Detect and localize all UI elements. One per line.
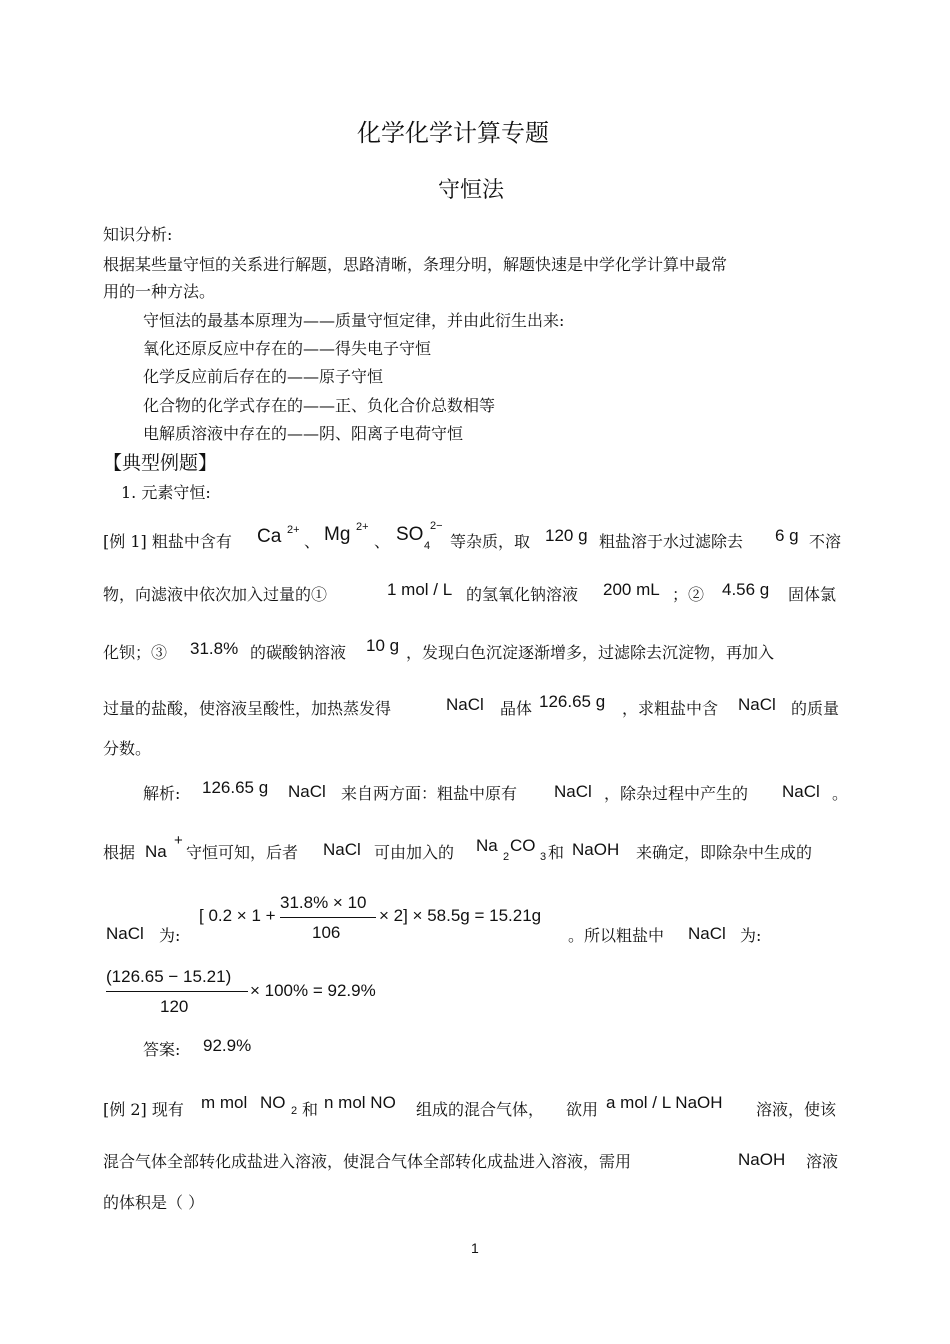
ex1-label: [例 1] 粗盐中含有 xyxy=(103,532,232,551)
ex1-text: 物，向滤液中依次加入过量的① xyxy=(103,585,328,604)
na-ion: Na xyxy=(145,842,167,861)
formula2-fraction-bar xyxy=(106,991,248,992)
ex1-text: ，发现白色沉淀逐渐增多，过滤除去沉淀物，再加入 xyxy=(406,643,775,662)
solution-text: 根据 xyxy=(103,843,136,862)
no2-subscript: 2 xyxy=(291,1105,298,1117)
ex2-text: 欲用 xyxy=(566,1100,599,1119)
section-title: 守恒法 xyxy=(438,178,505,203)
solution-text: 来确定，即除杂中生成的 xyxy=(636,843,813,862)
nacl: NaCl xyxy=(738,695,776,714)
ex2-text: 混合气体全部转化成盐进入溶液，使混合气体全部转化成盐进入溶液，需用 xyxy=(103,1152,632,1171)
answer-label: 答案: xyxy=(143,1040,181,1059)
solution-text: 和 xyxy=(548,843,565,862)
page-number: 1 xyxy=(471,1240,479,1256)
naoh: NaOH xyxy=(738,1150,786,1169)
nacl: NaCl xyxy=(446,695,484,714)
ex1-text: 固体氯 xyxy=(788,585,837,604)
solution-text: 为: xyxy=(159,926,181,945)
ex1-text: 化钡；③ xyxy=(103,643,168,662)
n-mol-no: n mol NO xyxy=(324,1093,396,1112)
separator: 、 xyxy=(304,532,321,551)
formula1-right: × 2] × 58.5g = 15.21g xyxy=(379,906,542,925)
solution-text: 来自两方面：粗盐中原有 xyxy=(341,784,518,803)
mass-6g: 6 g xyxy=(775,526,799,545)
nacl: NaCl xyxy=(288,782,326,801)
solution-text: 可由加入的 xyxy=(374,843,455,862)
intro-item: 电解质溶液中存在的——阴、阳离子电荷守恒 xyxy=(143,424,464,443)
ex1-text: 不溶 xyxy=(809,532,842,551)
percent-318: 31.8% xyxy=(190,639,239,658)
ca-ion: Ca xyxy=(257,526,282,547)
answer-value: 92.9% xyxy=(203,1036,252,1055)
intro-item: 守恒法的最基本原理为——质量守恒定律，并由此衍生出来: xyxy=(143,311,565,330)
mass-456g: 4.56 g xyxy=(722,580,770,599)
m-mol: m mol xyxy=(201,1093,248,1112)
examples-heading: 【典型例题】 xyxy=(103,452,218,474)
mass-12665g: 126.65 g xyxy=(539,692,606,711)
formula1-numerator: 31.8% × 10 xyxy=(280,893,367,912)
solution-text: 为: xyxy=(740,926,762,945)
formula1-fraction-bar xyxy=(280,917,376,918)
ex1-text: 分数。 xyxy=(103,739,152,758)
solution-text: 。 xyxy=(832,784,849,803)
nacl: NaCl xyxy=(554,782,592,801)
intro-item: 化合物的化学式存在的——正、负化合价总数相等 xyxy=(143,396,496,415)
subsection-heading: 1. 元素守恒: xyxy=(121,483,211,502)
na2co3: CO xyxy=(510,836,536,855)
intro-item: 氧化还原反应中存在的——得失电子守恒 xyxy=(143,339,432,358)
nacl: NaCl xyxy=(688,924,726,943)
formula1-denominator: 106 xyxy=(312,923,341,942)
separator: 、 xyxy=(374,532,391,551)
na2co3-subscript: 2 xyxy=(503,851,510,863)
na2co3: Na xyxy=(476,836,498,855)
ex2-text: 和 xyxy=(302,1100,319,1119)
ex1-text: ；② xyxy=(672,585,705,604)
na-charge: + xyxy=(174,832,183,849)
nacl: NaCl xyxy=(323,840,361,859)
ex2-label: [例 2] 现有 xyxy=(103,1100,184,1119)
intro-paragraph-line1: 根据某些量守恒的关系进行解题，思路清晰，条理分明，解题快速是中学化学计算中最常 xyxy=(103,255,728,274)
nacl: NaCl xyxy=(782,782,820,801)
formula2-numerator: (126.65 − 15.21) xyxy=(106,967,232,986)
na2co3-subscript: 3 xyxy=(540,851,547,863)
intro-heading: 知识分析: xyxy=(103,225,173,244)
mass-10g: 10 g xyxy=(366,636,400,655)
so4-ion: SO xyxy=(396,524,424,545)
page-title: 化学化学计算专题 xyxy=(357,119,549,147)
ex1-text: 过量的盐酸，使溶液呈酸性，加热蒸发得 xyxy=(103,699,392,718)
ex2-text: 的体积是（ ） xyxy=(103,1193,205,1212)
ex1-text: 粗盐溶于水过滤除去 xyxy=(599,532,744,551)
so4-subscript: 4 xyxy=(424,540,431,552)
a-mol-naoh: a mol / L NaOH xyxy=(606,1093,723,1112)
ex1-text: 的碳酸钠溶液 xyxy=(250,643,347,662)
volume-200ml: 200 mL xyxy=(603,580,660,599)
ex1-text: 的质量 xyxy=(791,699,840,718)
mg-ion: Mg xyxy=(324,524,351,545)
naoh: NaOH xyxy=(572,840,620,859)
solution-text: 守恒可知，后者 xyxy=(186,843,299,862)
formula1-left: [ 0.2 × 1 + xyxy=(199,906,276,925)
concentration-1mol: 1 mol / L xyxy=(387,580,453,599)
ex1-text: ，求粗盐中含 xyxy=(622,699,719,718)
formula2-denominator: 120 xyxy=(160,997,189,1016)
mass-120g: 120 g xyxy=(545,526,588,545)
formula2-right: × 100% = 92.9% xyxy=(250,981,376,1000)
ex2-text: 溶液 xyxy=(806,1152,839,1171)
ex1-text: 晶体 xyxy=(500,699,533,718)
intro-paragraph-line2: 用的一种方法。 xyxy=(103,282,216,301)
no2: NO xyxy=(260,1093,286,1112)
solution-label: 解析: xyxy=(143,784,181,803)
ex1-text: 等杂质，取 xyxy=(450,532,531,551)
ca-charge: 2+ xyxy=(287,524,300,536)
so4-charge: 2− xyxy=(430,520,443,532)
solution-text: ，除杂过程中产生的 xyxy=(604,784,749,803)
ex2-text: 溶液，使该 xyxy=(756,1100,837,1119)
ex1-text: 的氢氧化钠溶液 xyxy=(466,585,579,604)
solution-text: 。所以粗盐中 xyxy=(568,926,665,945)
mg-charge: 2+ xyxy=(356,521,369,533)
intro-item: 化学反应前后存在的——原子守恒 xyxy=(143,367,384,386)
mass-12665g: 126.65 g xyxy=(202,778,269,797)
nacl: NaCl xyxy=(106,924,144,943)
ex2-text: 组成的混合气体， xyxy=(416,1100,545,1119)
